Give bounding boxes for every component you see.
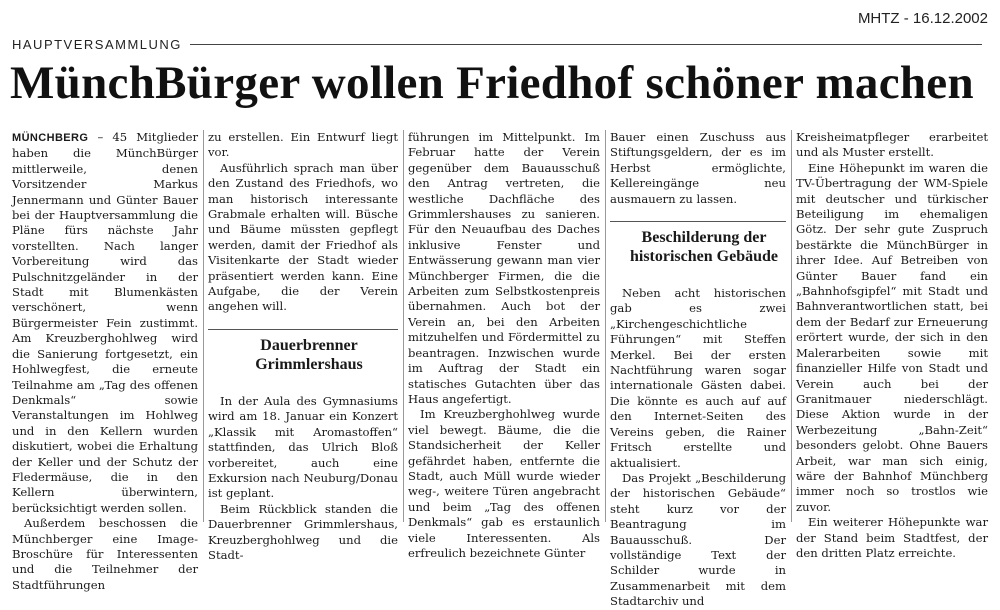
subheading-line: Grimmlershaus [255, 355, 363, 373]
subheading-dauerbrenner [208, 329, 398, 374]
paragraph: Beim Rückblick standen die Dauerbrenner Grimmlershaus, Kreuzberghohlweg und die Stadt- [208, 501, 398, 562]
article-column-5 [796, 130, 988, 560]
paragraph-text: – 45 Mitglieder haben die MünchBürger mittlerweile, denen Vorsitzender Markus Jennermann und Günter Bauer bei der Hauptversammlung die Pläne fürs nächste Jahr vorstellten. Nach langer Vorbereitung wird das Pulschnitzgeländer in der Stadt mit Blumenkästen verschönert, wenn Bürgermeister Fein zustimmt. Am Kreuzberghohlweg wird die Sanierung fortgesetzt, ein Hohlwegfest, die erneute Teilnahme am „Tag des offenen Denkmals“ sowie Veranstaltungen im Hohlweg und in den Kellern wurden diskutiert, wobei die Erhaltung der Keller und der Schutz der Fledermäuse, die in den Kellern überwintern, berücksichtigt werden sollen. [12, 130, 198, 515]
publication-date-stamp: MHTZ - 16.12.2002 [857, 10, 988, 27]
paragraph: Kreisheimatpfleger erarbeitet und als Muster erstellt. [796, 130, 988, 160]
paragraph: führungen im Mittelpunkt. Im Februar hatte der Verein gegenüber dem Bauausschuß den Antrag vertreten, die westliche Dachfläche des Grimmlershauses zu sanieren. Für den Neuaufbau des Daches inklusive Fenster und Entwässerung gewann man vier Münchberger Firmen, die die Arbeiten zum Selbstkostenpreis übernahmen. Auch bot der Verein an, bei den Arbeiten mitzuhelfen und Fördermittel zu beantragen. Inzwischen wurde im Auftrag der Stadt ein statisches Gutachten über das Haus angefertigt. [408, 130, 600, 406]
subheading-line: Dauerbrenner [260, 336, 358, 354]
article-column-4 [610, 130, 786, 609]
section-kicker [12, 37, 982, 52]
paragraph: Ausführlich sprach man über den Zustand des Friedhofs, wo man historisch interessante Grabmale erhalten will. Büsche und Bäume müssten gepflegt werden, damit der Friedhof als Visitenkarte der Stadt wieder präsentiert werden kann. Eine Aufgabe, die der Verein angehen will. [208, 160, 398, 314]
paragraph: Außerdem beschossen die Münchberger eine Image-Broschüre für Interessenten und die Teilnehmer der Stadtführungen [12, 516, 198, 592]
paragraph: Im Kreuzberghohlweg wurde viel bewegt. Bäume, die die Standsicherheit der Keller gefährdet haben, entfernte die Stadt, auch Müll wurde wieder weg-, weitere Türen angebracht und beim „Tag des offenen Denkmals“ gab es erstaunlich viele Interessenten. Als erfreulich bezeichnete Günter [408, 407, 600, 560]
subheading-line: historischen Gebäude [629, 248, 778, 266]
article-column-1 [12, 130, 198, 592]
kicker-rule [190, 44, 982, 45]
paragraph: Eine Höhepunkt im waren die TV-Übertragung der WM-Spiele mit deutscher und türkischer Beteiligung im ehemaligen Götz. Der sehr gute Zuspruch bestärkte die MünchBürger in ihrer Idee. Auf Betreiben von Günter Bauer fand ein „Bahnhofsgipfel“ mit Stadt und Bahnverantwortlichen statt, bei dem der Bedarf zur Erneuerung erörtert wurde, der sich in den Malerarbeiten sowie mit finanzieller Hilfe von Stadt und Verein auch bei der Granitmauer niederschlägt. Diese Aktion wurde in der Werbezeitung „Bahn-Zeit“ besonders gelobt. Ohne Bauers Arbeit, war man sich einig, wäre der Bahnhof Münchberg immer noch so trostlos wie zuvor. [796, 160, 988, 514]
article-column-2 [208, 130, 398, 562]
paragraph: Bauer einen Zuschuss aus Stiftungsgeldern, der es im Herbst ermöglichte, Kellereingänge neu ausmauern zu lassen. [610, 130, 786, 206]
column-divider [791, 130, 792, 522]
paragraph: Neben acht historischen gab es zwei „Kirchengeschichtliche Führungen“ mit Steffen Merkel. Bei der ersten Nachtführung waren sogar internationale Gästen dabei. Die könnte es auch auf auf den Internet-Seiten des Vereins geben, die Rainer Fritsch erstellte und aktualisiert. [610, 286, 786, 470]
paragraph: Das Projekt „Beschilderung der historischen Gebäude“ steht kurz vor der Beantragung im Bauausschuß. Der vollständige Text der Schilder wurde in Zusammenarbeit mit dem Stadtarchiv und [610, 470, 786, 609]
paragraph: Ein weiterer Höhepunkte war der Stand beim Stadtfest, der den dritten Platz erreichte. [796, 515, 988, 560]
column-divider [403, 130, 404, 522]
paragraph: In der Aula des Gymnasiums wird am 18. Januar ein Konzert „Klassik mit Aromastoffen“ stattfinden, das Ulrich Bloß vorbereitet, auch eine Exkursion nach Neuburg/Donau ist geplant. [208, 393, 398, 501]
headline: MünchBürger wollen Friedhof schöner machen [10, 57, 974, 109]
column-divider [605, 130, 606, 522]
subheading-beschilderung [610, 221, 786, 266]
paragraph: zu erstellen. Ein Entwurf liegt vor. [208, 130, 398, 160]
kicker-label: HAUPTVERSAMMLUNG [12, 37, 182, 52]
paragraph [12, 130, 198, 516]
subheading-line: Beschilderung der [641, 229, 767, 247]
dateline: MÜNCHBERG [12, 132, 89, 144]
article-column-3 [408, 130, 600, 560]
column-divider [203, 130, 204, 522]
